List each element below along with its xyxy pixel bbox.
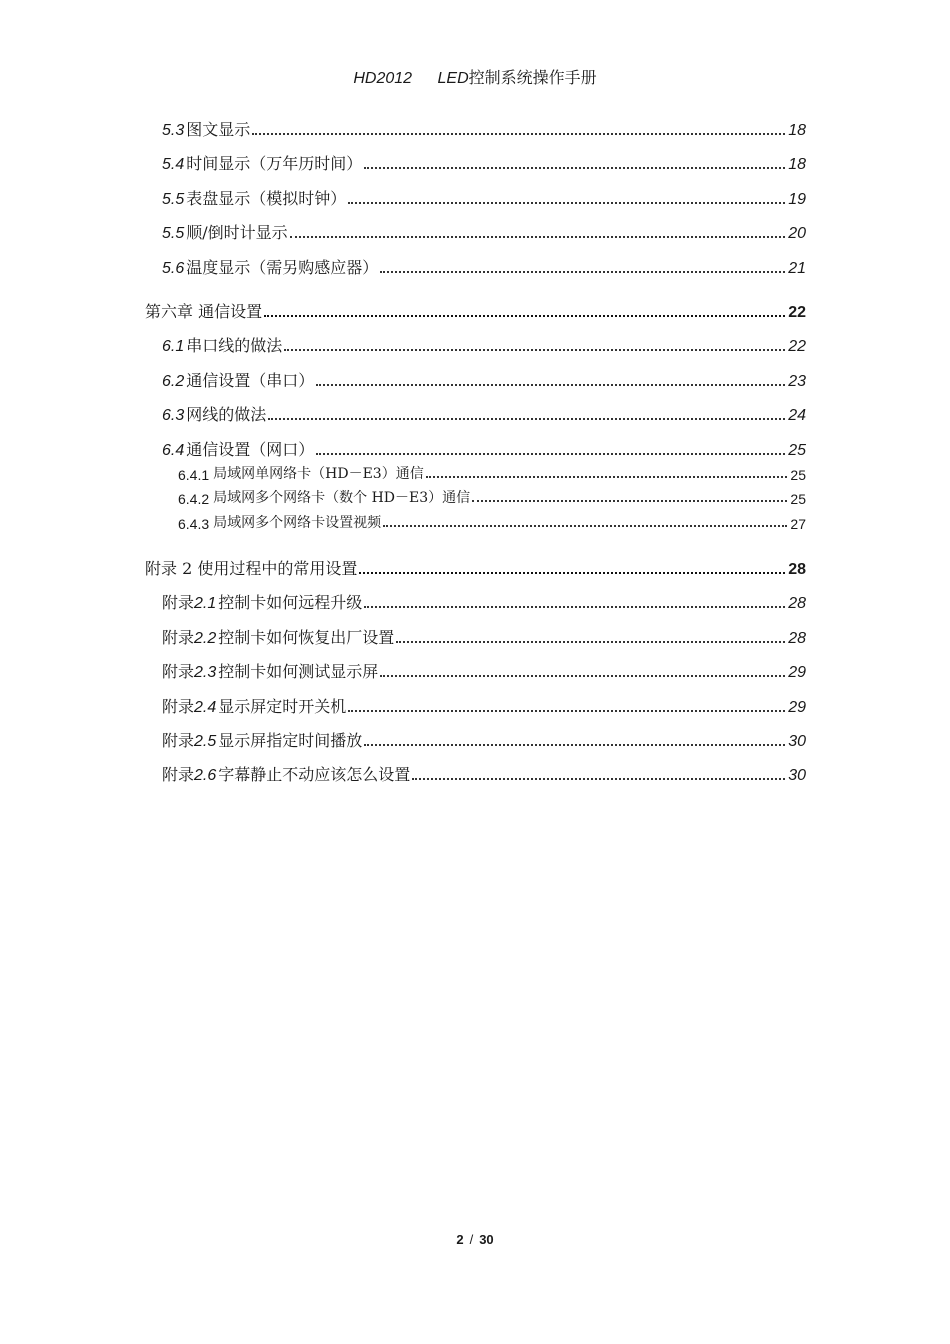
toc-entry-page: 20 bbox=[788, 225, 806, 242]
toc-chapter-entry[interactable] bbox=[145, 555, 806, 579]
toc-entry-number: 2.1 bbox=[194, 595, 217, 612]
toc-dot-leader bbox=[472, 500, 787, 502]
toc-dot-leader bbox=[364, 744, 785, 746]
toc-entry-number: 2.4 bbox=[194, 699, 217, 716]
toc-chapter-title: 附录 2 使用过程中的常用设置 bbox=[145, 559, 358, 578]
toc-entry-number: 2.3 bbox=[194, 664, 217, 681]
toc-entry-title: 串口线的做法 bbox=[186, 336, 283, 355]
toc-entry-number: 6.4 bbox=[162, 442, 185, 459]
toc-entry-page: 28 bbox=[788, 595, 806, 612]
toc-dot-leader bbox=[364, 167, 785, 169]
toc-dot-leader bbox=[284, 349, 785, 351]
toc-entry[interactable] bbox=[162, 401, 806, 425]
toc-entry-number: 6.4.3 bbox=[178, 516, 210, 532]
led-label: LED bbox=[437, 70, 469, 87]
toc-dot-leader bbox=[316, 384, 785, 386]
toc-entry[interactable] bbox=[162, 332, 806, 356]
toc-entry-title: 顺/倒时计显示 bbox=[186, 223, 288, 242]
toc-entry-page: 29 bbox=[788, 664, 806, 681]
toc-subentry[interactable] bbox=[178, 463, 806, 483]
doc-code: HD2012 bbox=[353, 70, 413, 87]
toc-entry[interactable] bbox=[162, 693, 806, 717]
toc-entry-title: 控制卡如何测试显示屏 bbox=[218, 662, 379, 681]
toc-entry[interactable] bbox=[162, 658, 806, 682]
page-footer bbox=[0, 1232, 950, 1247]
toc-entry-prefix: 附录 bbox=[162, 765, 195, 784]
toc-entry[interactable] bbox=[162, 219, 806, 243]
toc-entry-number: 2.6 bbox=[194, 767, 217, 784]
toc-entry-page: 27 bbox=[790, 516, 806, 532]
toc-entry-page: 21 bbox=[788, 260, 806, 277]
toc-entry-number: 5.5 bbox=[162, 191, 185, 208]
toc-entry[interactable] bbox=[162, 150, 806, 174]
toc-entry-number: 2.5 bbox=[194, 733, 217, 750]
toc-subentry[interactable] bbox=[178, 512, 806, 532]
current-page-number: 2 bbox=[456, 1232, 464, 1247]
toc-entry-title: 时间显示（万年历时间） bbox=[186, 154, 363, 173]
toc-dot-leader bbox=[383, 525, 787, 527]
toc-entry-page: 30 bbox=[788, 767, 806, 784]
toc-entry[interactable] bbox=[162, 116, 806, 140]
toc-dot-leader bbox=[252, 133, 785, 135]
page-header bbox=[0, 68, 950, 89]
toc-entry-title: 表盘显示（模拟时钟） bbox=[186, 189, 347, 208]
toc-dot-leader bbox=[412, 778, 785, 780]
toc-dot-leader bbox=[380, 271, 785, 273]
toc-entry-number: 5.6 bbox=[162, 260, 185, 277]
toc-entry-title: 显示屏指定时间播放 bbox=[218, 731, 363, 750]
toc-entry-number: 6.2 bbox=[162, 373, 185, 390]
toc-dot-leader bbox=[364, 606, 785, 608]
toc-dot-leader bbox=[348, 202, 785, 204]
toc-entry-number: 6.3 bbox=[162, 407, 185, 424]
toc-entry-title: 图文显示 bbox=[186, 120, 251, 139]
toc-entry-page: 24 bbox=[788, 407, 806, 424]
toc-entry-number: 5.3 bbox=[162, 122, 185, 139]
toc-chapter-page: 28 bbox=[788, 561, 806, 578]
toc-dot-leader bbox=[396, 641, 785, 643]
toc-entry[interactable] bbox=[162, 436, 806, 460]
toc-entry-page: 18 bbox=[788, 122, 806, 139]
toc-entry-prefix: 附录 bbox=[162, 662, 195, 681]
toc-entry-page: 18 bbox=[788, 156, 806, 173]
toc-dot-leader bbox=[348, 710, 785, 712]
toc-entry-number: 6.4.1 bbox=[178, 467, 210, 483]
toc-entry[interactable] bbox=[162, 589, 806, 613]
toc-entry-prefix: 附录 bbox=[162, 697, 195, 716]
toc-entry-title: 温度显示（需另购感应器） bbox=[186, 258, 379, 277]
toc-entry-page: 25 bbox=[790, 467, 806, 483]
toc-entry-number: 6.4.2 bbox=[178, 491, 210, 507]
toc-subentry[interactable] bbox=[178, 487, 806, 507]
toc-entry-page: 29 bbox=[788, 699, 806, 716]
toc-entry-title: 网线的做法 bbox=[186, 405, 267, 424]
toc-entry-prefix: 附录 bbox=[162, 593, 195, 612]
toc-entry-title: 字幕静止不动应该怎么设置 bbox=[218, 765, 411, 784]
toc-entry-prefix: 附录 bbox=[162, 731, 195, 750]
toc-entry-prefix: 附录 bbox=[162, 628, 195, 647]
toc-dot-leader bbox=[268, 418, 785, 420]
toc-entry-number: 2.2 bbox=[194, 630, 217, 647]
toc-entry-page: 23 bbox=[788, 373, 806, 390]
toc-entry[interactable] bbox=[162, 254, 806, 278]
toc-entry-page: 25 bbox=[790, 491, 806, 507]
doc-title: 控制系统操作手册 bbox=[468, 68, 597, 87]
toc-dot-leader bbox=[359, 572, 785, 574]
toc-entry-page: 22 bbox=[788, 338, 806, 355]
toc-entry-page: 28 bbox=[788, 630, 806, 647]
toc-entry-title: 局域网单网络卡（HD－E3）通信 bbox=[213, 466, 424, 482]
toc-entry-title: 控制卡如何恢复出厂设置 bbox=[218, 628, 395, 647]
toc-entry-page: 30 bbox=[788, 733, 806, 750]
toc-entry-title: 控制卡如何远程升级 bbox=[218, 593, 363, 612]
toc-dot-leader bbox=[380, 675, 785, 677]
toc-dot-leader bbox=[426, 476, 788, 478]
toc-entry-title: 通信设置（串口） bbox=[186, 371, 315, 390]
toc-chapter-entry[interactable] bbox=[145, 298, 806, 322]
toc-dot-leader bbox=[264, 315, 785, 317]
toc-entry-page: 25 bbox=[788, 442, 806, 459]
toc-entry[interactable] bbox=[162, 624, 806, 648]
toc-chapter-page: 22 bbox=[788, 304, 806, 321]
toc-entry-number: 5.5 bbox=[162, 225, 185, 242]
toc-entry-number: 5.4 bbox=[162, 156, 185, 173]
toc-entry[interactable] bbox=[162, 727, 806, 751]
toc-chapter-title: 第六章 通信设置 bbox=[145, 302, 263, 321]
toc-dot-leader bbox=[290, 236, 786, 238]
toc-dot-leader bbox=[316, 453, 785, 455]
toc-entry-title: 局域网多个网络卡（数个 HD－E3）通信 bbox=[213, 490, 471, 506]
toc-entry[interactable] bbox=[162, 367, 806, 391]
toc-entry-title: 局域网多个网络卡设置视频 bbox=[213, 515, 382, 531]
toc-entry[interactable] bbox=[162, 185, 806, 209]
total-pages: 30 bbox=[479, 1232, 494, 1247]
toc-entry-page: 19 bbox=[788, 191, 806, 208]
toc-entry-title: 显示屏定时开关机 bbox=[218, 697, 347, 716]
toc-entry-number: 6.1 bbox=[162, 338, 185, 355]
page-separator: / bbox=[469, 1232, 474, 1247]
toc-entry[interactable] bbox=[162, 761, 806, 785]
toc-entry-title: 通信设置（网口） bbox=[186, 440, 315, 459]
